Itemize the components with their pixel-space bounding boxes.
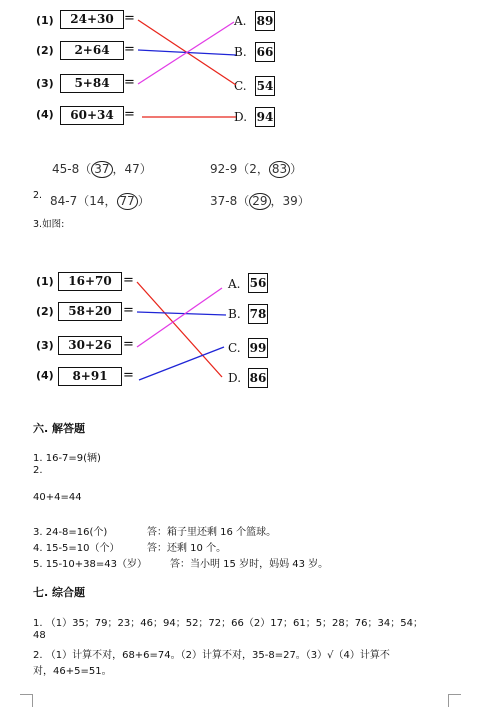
circled-answer: 37 (91, 161, 112, 178)
circled-answer: 83 (269, 161, 290, 178)
circled-answer: 77 (117, 193, 138, 210)
match-line-4-C (139, 347, 224, 380)
match-line-2-B (137, 312, 226, 315)
answer-line: 1. （1）35；79；23；46；94；52；72；66（2）17；61；5；28；76；34；54； (33, 618, 423, 629)
equals-sign: = (123, 368, 134, 383)
choice-item: 92-9（2， 83 ） (210, 162, 303, 176)
answer-line: 对，46+5=51。 (33, 666, 112, 677)
answer-line: 2. （1）计算不对，68+6=74。（2）计算不对，35-8=27。（3）√（4）计算不 (33, 650, 390, 661)
expression-box: 60+34 (60, 106, 124, 125)
answer-line: 48 (33, 630, 46, 641)
equals-sign: = (124, 11, 135, 26)
item-number: (4) (36, 369, 54, 382)
question-number: 2. (33, 190, 43, 201)
equals-sign: = (123, 303, 134, 318)
answer-box: 99 (248, 338, 268, 358)
equals-sign: = (124, 42, 135, 57)
item-number: (3) (36, 339, 54, 352)
answer-text: 答：箱子里还剩 16 个篮球。 (147, 527, 277, 538)
option-letter: B. (228, 307, 241, 321)
choice-item: 45-8（ 37 ，47） (52, 162, 152, 176)
expression-box: 30+26 (58, 336, 122, 355)
item-number: (1) (36, 275, 54, 288)
item-number: (3) (36, 77, 54, 90)
equals-sign: = (124, 107, 135, 122)
question-label: 3.如图: (33, 219, 65, 230)
expression-box: 5+84 (60, 74, 124, 93)
answer-line: 3. 24-8=16(个) (33, 527, 108, 538)
answer-text: 答：当小明 15 岁时，妈妈 43 岁。 (170, 559, 329, 570)
option-letter: A. (228, 277, 241, 291)
option-letter: D. (228, 371, 242, 385)
expression-box: 24+30 (60, 10, 124, 29)
option-letter: C. (228, 341, 241, 355)
equals-sign: = (123, 337, 134, 352)
expression-box: 16+70 (58, 272, 122, 291)
page-corner-mark (20, 694, 33, 707)
page-corner-mark (448, 694, 461, 707)
answer-box: 66 (255, 42, 275, 62)
answer-box: 54 (255, 76, 275, 96)
circled-answer: 29 (249, 193, 270, 210)
matching-lines-1 (0, 0, 478, 140)
expression-box: 2+64 (60, 41, 124, 60)
option-letter: A. (234, 14, 247, 28)
section-title: 七. 综合题 (33, 586, 86, 599)
item-number: (1) (36, 14, 54, 27)
expression-box: 58+20 (58, 302, 122, 321)
answer-line: 4. 15-5=10（个） (33, 543, 120, 554)
answer-line: 40+4=44 (33, 492, 82, 503)
choice-item: 37-8（ 29 ，39） (210, 194, 310, 208)
answer-text: 答：还剩 10 个。 (147, 543, 227, 554)
choice-item: 84-7（14， 77 ） (50, 194, 150, 208)
answer-line: 2. (33, 465, 43, 476)
item-number: (2) (36, 305, 54, 318)
option-letter: B. (234, 45, 247, 59)
answer-box: 78 (248, 304, 268, 324)
equals-sign: = (124, 75, 135, 90)
matching-lines-2 (0, 260, 478, 400)
option-letter: D. (234, 110, 248, 124)
item-number: (2) (36, 44, 54, 57)
section-title: 六. 解答题 (33, 422, 86, 435)
answer-box: 89 (255, 11, 275, 31)
answer-box: 94 (255, 107, 275, 127)
answer-line: 5. 15-10+38=43（岁） (33, 559, 147, 570)
answer-box: 56 (248, 273, 268, 293)
equals-sign: = (123, 273, 134, 288)
answer-box: 86 (248, 368, 268, 388)
item-number: (4) (36, 108, 54, 121)
answer-line: 1. 16-7=9(辆) (33, 453, 101, 464)
option-letter: C. (234, 79, 247, 93)
expression-box: 8+91 (58, 367, 122, 386)
